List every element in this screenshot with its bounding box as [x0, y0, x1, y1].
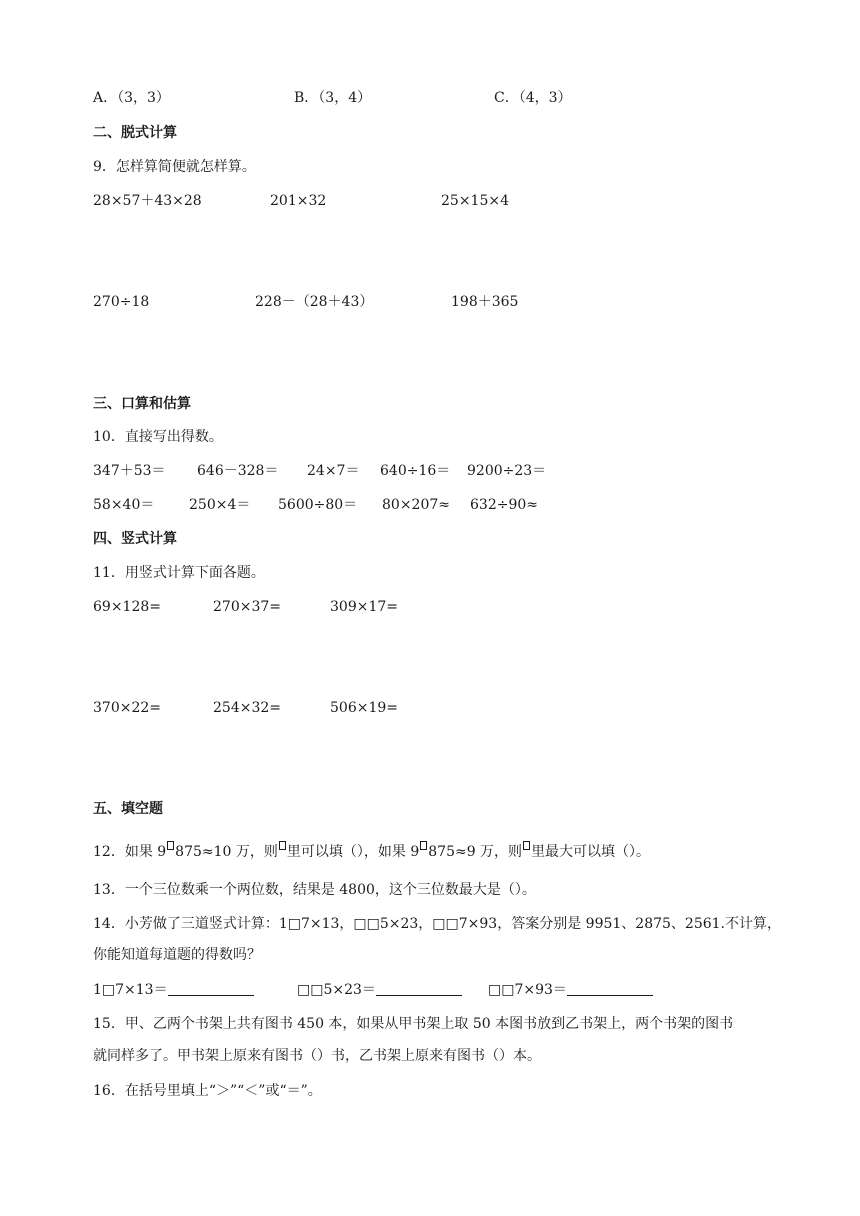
q9-expr-2: 201×32 — [270, 193, 327, 209]
q9-expr-4: 270÷18 — [93, 294, 150, 310]
answer-blank[interactable] — [168, 981, 254, 996]
q9-expr-5: 228－（28＋43） — [255, 294, 374, 310]
q11-expr-6: 506×19= — [330, 700, 398, 716]
question-13: 13．一个三位数乘一个两位数，结果是 4800，这个三位数最大是（）。 — [93, 882, 536, 898]
blank-square-icon — [420, 841, 427, 850]
q9-expr-1: 28×57＋43×28 — [93, 193, 202, 209]
answer-blank[interactable] — [376, 981, 462, 996]
question-14-line-1: 14．小芳做了三道竖式计算：1□7×13，□□5×23，□□7×93，答案分别是 9951、2875、2561.不计算， — [93, 916, 782, 932]
q10-expr-10: 632÷90≈ — [470, 497, 538, 513]
q12-part-5: 里最大可以填（）。 — [531, 844, 651, 860]
q11-expr-3: 309×17= — [330, 599, 398, 615]
q14-item-2 — [297, 980, 462, 1000]
q12-part-4: 875≈9 万，则 — [428, 844, 523, 860]
q14-item-1 — [93, 980, 254, 1000]
blank-square-icon — [167, 841, 174, 850]
q12-part-3: 里可以填（），如果 9 — [286, 844, 420, 860]
option-a: A．（3，3） — [93, 90, 170, 106]
q9-expr-6: 198＋365 — [451, 294, 519, 310]
question-14-line-2: 你能知道每道题的得数吗？ — [93, 947, 261, 963]
q14-item-3 — [488, 980, 653, 1000]
q14-item-3-label: □□7×93＝ — [488, 982, 567, 998]
question-15-line-2: 就同样多了。甲书架上原来有图书（）书，乙书架上原来有图书（）本。 — [93, 1048, 541, 1064]
q10-expr-8: 5600÷80＝ — [278, 497, 358, 513]
q12-part-2: 875≈10 万，则 — [175, 844, 278, 860]
section-heading-3: 三、口算和估算 — [93, 396, 191, 412]
q10-expr-6: 58×40＝ — [93, 497, 155, 513]
blank-square-icon — [279, 841, 286, 850]
q11-expr-2: 270×37= — [213, 599, 281, 615]
q10-expr-2: 646－328＝ — [197, 463, 279, 479]
q12-part-1: 12．如果 9 — [93, 844, 167, 860]
question-16: 16．在括号里填上“＞”“＜”或“＝”。 — [93, 1083, 322, 1099]
q14-item-2-label: □□5×23＝ — [297, 982, 376, 998]
section-heading-5: 五、填空题 — [93, 801, 163, 817]
q10-expr-7: 250×4＝ — [189, 497, 251, 513]
question-11-stem: 11．用竖式计算下面各题。 — [93, 565, 265, 581]
q10-expr-4: 640÷16＝ — [380, 463, 451, 479]
q11-expr-5: 254×32= — [213, 700, 281, 716]
question-9-stem: 9．怎样算简便就怎样算。 — [93, 159, 256, 175]
q10-expr-9: 80×207≈ — [382, 497, 450, 513]
option-b: B．（3，4） — [294, 90, 372, 106]
option-c: C．（4，3） — [494, 90, 572, 106]
answer-blank[interactable] — [567, 981, 653, 996]
q14-item-1-label: 1□7×13＝ — [93, 982, 168, 998]
question-10-stem: 10．直接写出得数。 — [93, 429, 223, 445]
q10-expr-5: 9200÷23＝ — [467, 463, 547, 479]
question-15-line-1: 15．甲、乙两个书架上共有图书 450 本，如果从甲书架上取 50 本图书放到乙书架上，两个书架的图书 — [93, 1016, 734, 1032]
q11-expr-4: 370×22= — [93, 700, 161, 716]
section-heading-4: 四、竖式计算 — [93, 531, 177, 547]
q10-expr-3: 24×7＝ — [307, 463, 360, 479]
blank-square-icon — [523, 841, 530, 850]
q9-expr-3: 25×15×4 — [441, 193, 509, 209]
section-heading-2: 二、脱式计算 — [93, 125, 177, 141]
question-12 — [93, 841, 650, 862]
q11-expr-1: 69×128= — [93, 599, 161, 615]
q10-expr-1: 347＋53＝ — [93, 463, 166, 479]
